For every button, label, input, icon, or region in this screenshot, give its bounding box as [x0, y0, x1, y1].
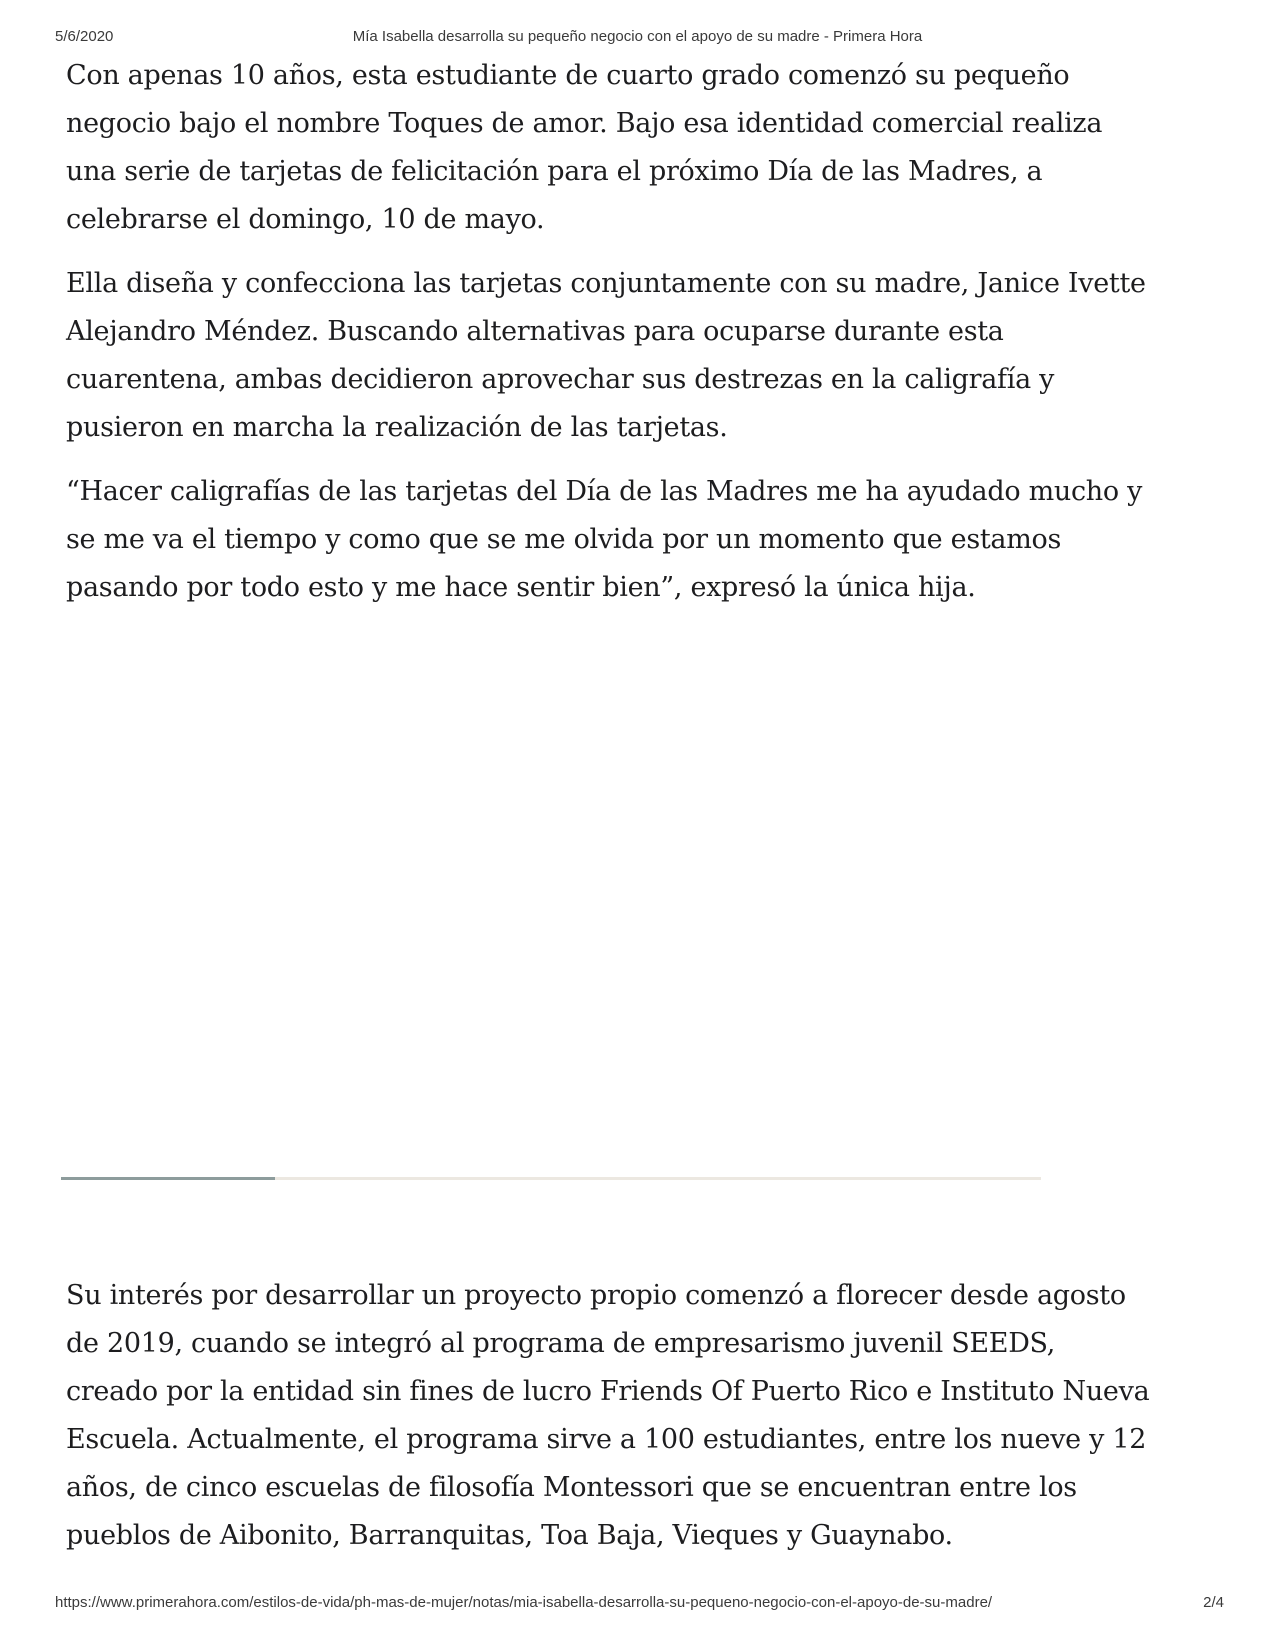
- article-body-top: [66, 52, 1151, 628]
- article-paragraph: Su interés por desarrollar un proyecto propio comenzó a florecer desde agosto de 2019, cuando se integró al programa de empresarismo juvenil SEEDS, creado por la entidad sin fines de lucro Friends Of Puerto Rico e Instituto Nueva Escuela. Actualmente, el programa sirve a 100 estudiantes, entre los nueve y 12 años, de cinco escuelas de filosofía Montessori que se encuentran entre los pueblos de Aibonito, Barranquitas, Toa Baja, Vieques y Guaynabo.: [66, 1280, 1150, 1551]
- article-paragraph: Ella diseña y confecciona las tarjetas conjuntamente con su madre, Janice Ivette Alejandro Méndez. Buscando alternativas para ocuparse durante esta cuarentena, ambas decidieron aprovechar sus destrezas en la caligrafía y pusieron en marcha la realización de las tarjetas.: [66, 268, 1146, 443]
- print-header-date: 5/6/2020: [55, 28, 114, 45]
- embed-remnant-bar-right-segment: [275, 1177, 1041, 1180]
- print-footer-page-indicator: 2/4: [1203, 1594, 1224, 1611]
- print-footer-url: https://www.primerahora.com/estilos-de-vida/ph-mas-de-mujer/notas/mia-isabella-desarrolla-su-pequeno-negocio-con-el-apoyo-de-su-madre/: [55, 1594, 993, 1611]
- article-paragraph-quote: “Hacer caligrafías de las tarjetas del Día de las Madres me ha ayudado mucho y se me va el tiempo y como que se me olvida por un momento que estamos pasando por todo esto y me hace sentir bien”, expresó la única hija.: [66, 476, 1143, 603]
- embed-remnant-bar-left-segment: [61, 1177, 275, 1180]
- embed-remnant-bar: [61, 1177, 1041, 1180]
- article-body-bottom: [66, 1272, 1151, 1576]
- article-paragraph: Con apenas 10 años, esta estudiante de cuarto grado comenzó su pequeño negocio bajo el nombre Toques de amor. Bajo esa identidad comercial realiza una serie de tarjetas de felicitación para el próximo Día de las Madres, a celebrarse el domingo, 10 de mayo.: [66, 60, 1103, 235]
- print-header-document-title: Mía Isabella desarrolla su pequeño negocio con el apoyo de su madre - Primera Hora: [352, 28, 923, 45]
